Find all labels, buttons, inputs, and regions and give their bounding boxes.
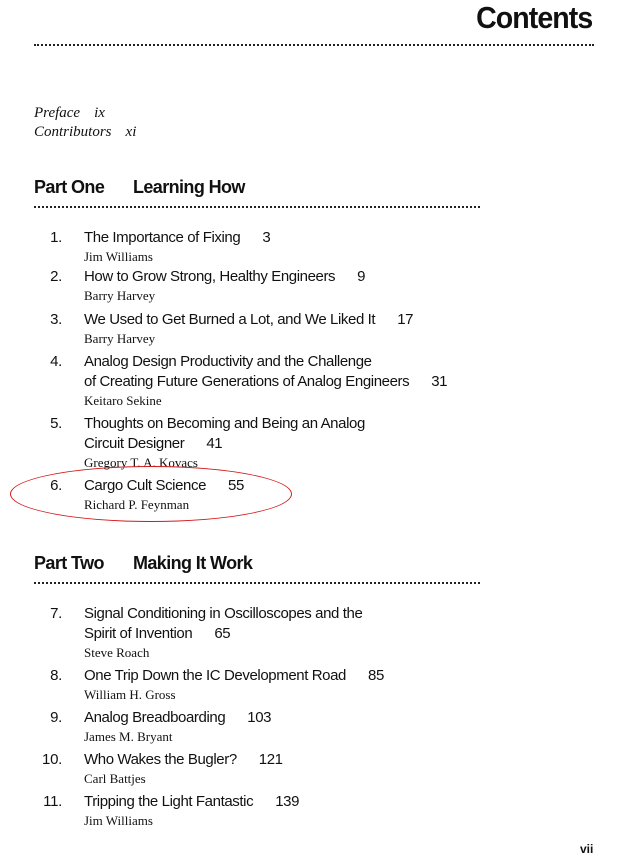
chapter-title: The Importance of Fixing 3	[84, 229, 271, 246]
front-matter-page: xi	[125, 124, 137, 140]
chapter-page: 121	[258, 751, 283, 768]
front-matter-preface	[34, 104, 136, 123]
chapter-number: 11.	[43, 793, 62, 810]
chapter-title: of Creating Future Generations of Analog Engineers 31	[84, 373, 448, 390]
front-matter-contributors	[34, 123, 136, 142]
chapter-author: Gregory T. A. Kovacs	[84, 455, 198, 470]
highlight-ellipse	[10, 466, 292, 522]
chapter-author: Keitaro Sekine	[84, 393, 162, 408]
chapter-page: 41	[206, 435, 223, 452]
chapter-page: 103	[247, 709, 272, 726]
page-title: Contents	[475, 0, 592, 35]
chapter-author: Jim Williams	[84, 813, 153, 828]
chapter-title: Who Wakes the Bugler? 121	[84, 751, 283, 768]
chapter-page: 85	[368, 667, 384, 684]
title-divider	[34, 44, 594, 46]
chapter-title-line: Thoughts on Becoming and Being an Analog	[84, 415, 365, 432]
page-number: vii	[580, 842, 594, 856]
front-matter-label: Contributors	[34, 124, 112, 140]
chapter-number: 5.	[50, 415, 62, 432]
chapter-title: Circuit Designer 41	[84, 435, 223, 452]
chapter-number: 8.	[50, 667, 62, 684]
chapter-author: Barry Harvey	[84, 288, 156, 303]
chapter-author: Barry Harvey	[84, 331, 156, 346]
chapter-author: Jim Williams	[84, 249, 153, 264]
part-one-divider	[34, 206, 480, 208]
chapter-number: 9.	[50, 709, 62, 726]
chapter-author: Steve Roach	[84, 645, 150, 660]
chapter-page: 9	[357, 268, 366, 285]
chapter-number: 1.	[50, 229, 62, 246]
chapter-author: Richard P. Feynman	[84, 497, 190, 512]
part-two-divider	[34, 582, 480, 584]
chapter-title: One Trip Down the IC Development Road 85	[84, 667, 384, 684]
chapter-page: 3	[262, 229, 271, 246]
chapter-title-line: Analog Design Productivity and the Challenge	[84, 353, 372, 370]
chapter-title: Spirit of Invention 65	[84, 625, 231, 642]
chapter-number: 2.	[50, 268, 62, 285]
chapter-title: Tripping the Light Fantastic 139	[84, 793, 300, 810]
chapter-author: William H. Gross	[84, 687, 176, 702]
chapter-number: 3.	[50, 311, 62, 328]
chapter-page: 65	[214, 625, 231, 642]
chapter-page: 31	[431, 373, 448, 390]
front-matter-page: ix	[94, 105, 105, 121]
chapter-number: 10.	[42, 751, 62, 768]
part-number: Part Two	[34, 553, 104, 573]
chapter-title: Cargo Cult Science 55	[84, 477, 244, 494]
chapter-page: 17	[397, 311, 414, 328]
chapter-number: 7.	[50, 605, 62, 622]
chapter-author: James M. Bryant	[84, 729, 173, 744]
chapter-title: How to Grow Strong, Healthy Engineers 9	[84, 268, 366, 285]
part-number: Part One	[34, 177, 105, 197]
chapter-author: Carl Battjes	[84, 771, 146, 786]
part-title: Making It Work	[133, 553, 253, 573]
front-matter-label: Preface	[34, 105, 81, 121]
part-one-heading	[34, 177, 245, 198]
chapter-number: 6.	[50, 477, 62, 494]
chapter-number: 4.	[50, 353, 62, 370]
part-title: Learning How	[133, 177, 245, 197]
chapter-title: Analog Breadboarding 103	[84, 709, 272, 726]
chapter-page: 55	[228, 477, 244, 494]
chapter-page: 139	[275, 793, 300, 810]
part-two-heading	[34, 553, 252, 574]
front-matter	[34, 104, 136, 142]
chapter-title-line: Signal Conditioning in Oscilloscopes and the	[84, 605, 363, 622]
chapter-title: We Used to Get Burned a Lot, and We Liked It 17	[84, 311, 414, 328]
